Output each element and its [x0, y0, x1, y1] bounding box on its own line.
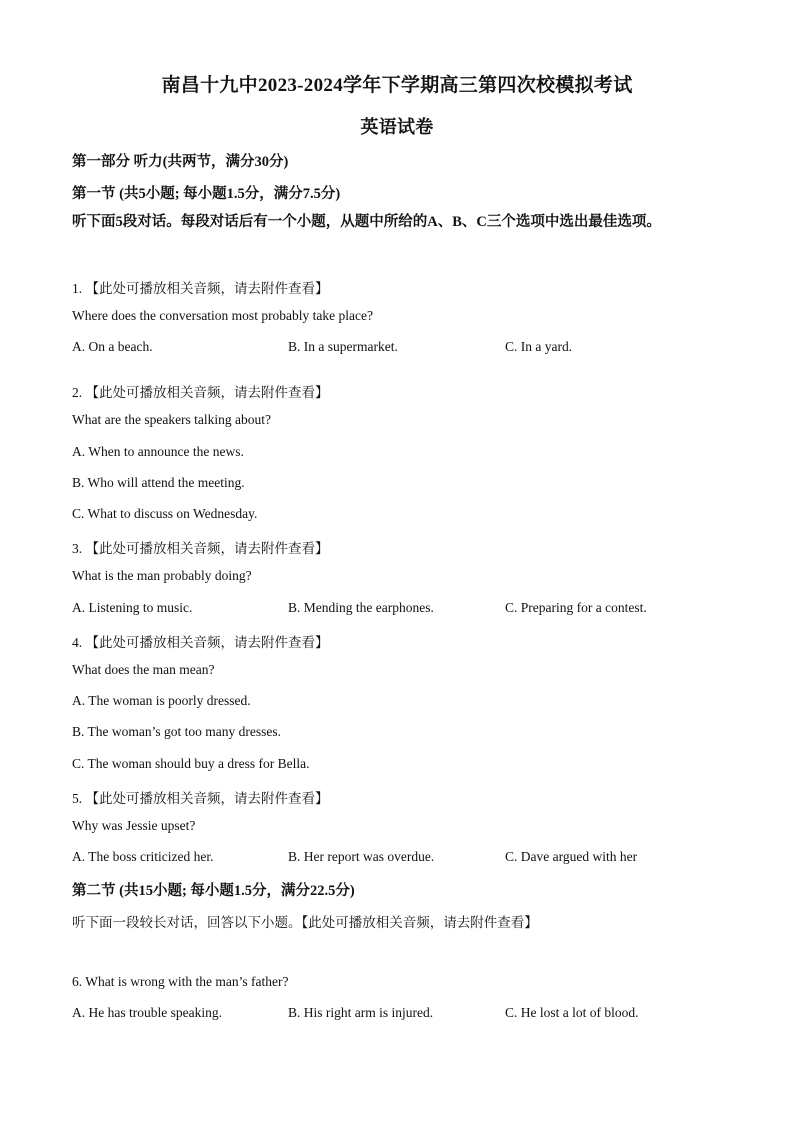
- q4-audio-link[interactable]: 【此处可播放相关音频，请去附件查看】: [85, 635, 329, 650]
- section1-instruction: 听下面5段对话。每段对话后有一个小题，从题中所给的A、B、C三个选项中选出最佳选项。: [72, 214, 661, 230]
- q4-header: [72, 631, 329, 651]
- q4-question: What does the man mean?: [72, 662, 215, 677]
- q2-option-c: C. What to discuss on Wednesday.: [72, 506, 258, 521]
- q1-option-b: B. In a supermarket.: [288, 339, 398, 354]
- q5-audio-link[interactable]: 【此处可播放相关音频，请去附件查看】: [85, 791, 329, 806]
- q2-number: 2.: [72, 385, 83, 400]
- q2-option-a: A. When to announce the news.: [72, 444, 244, 459]
- q2-audio-link[interactable]: 【此处可播放相关音频，请去附件查看】: [85, 385, 329, 400]
- q6-question: 6. What is wrong with the man’s father?: [72, 974, 289, 989]
- q6-option-b: B. His right arm is injured.: [288, 1005, 434, 1020]
- q4-option-b: B. The woman’s got too many dresses.: [72, 724, 281, 739]
- q1-option-c: C. In a yard.: [505, 339, 573, 354]
- exam-subtitle: 英语试卷: [360, 117, 434, 137]
- q3-option-c: C. Preparing for a contest.: [505, 600, 647, 615]
- q1-question: Where does the conversation most probably take place?: [72, 308, 374, 323]
- section1-heading: 第一节 (共5小题; 每小题1.5分，满分7.5分): [72, 186, 341, 202]
- q1-option-a: A. On a beach.: [72, 339, 153, 354]
- q4-option-c: C. The woman should buy a dress for Bella.: [72, 756, 310, 771]
- q1-number: 1.: [72, 281, 83, 296]
- q3-option-a: A. Listening to music.: [72, 600, 193, 615]
- q1-header: [72, 277, 329, 297]
- q3-header: [72, 537, 329, 557]
- q3-question: What is the man probably doing?: [72, 568, 252, 583]
- q6-option-c: C. He lost a lot of blood.: [505, 1005, 639, 1020]
- q5-header: [72, 787, 329, 807]
- q5-option-c: C. Dave argued with her: [505, 849, 638, 864]
- q2-question: What are the speakers talking about?: [72, 412, 272, 427]
- q3-option-b: B. Mending the earphones.: [288, 600, 434, 615]
- section2-instruction: 听下面一段较长对话，回答以下小题。【此处可播放相关音频，请去附件查看】: [72, 915, 538, 930]
- q2-header: [72, 381, 329, 401]
- q5-number: 5.: [72, 791, 83, 806]
- q6-option-a: A. He has trouble speaking.: [72, 1005, 222, 1020]
- q2-option-b: B. Who will attend the meeting.: [72, 475, 245, 490]
- q5-option-b: B. Her report was overdue.: [288, 849, 435, 864]
- exam-title: 南昌十九中2023-2024学年下学期高三第四次校模拟考试: [161, 75, 633, 96]
- q3-audio-link[interactable]: 【此处可播放相关音频，请去附件查看】: [85, 541, 329, 556]
- part1-heading: 第一部分 听力(共两节，满分30分): [72, 154, 289, 170]
- q1-audio-link[interactable]: 【此处可播放相关音频，请去附件查看】: [85, 281, 329, 296]
- section2-heading: 第二节 (共15小题; 每小题1.5分，满分22.5分): [72, 883, 355, 899]
- q4-option-a: A. The woman is poorly dressed.: [72, 693, 251, 708]
- q5-option-a: A. The boss criticized her.: [72, 849, 214, 864]
- q4-number: 4.: [72, 635, 83, 650]
- q3-number: 3.: [72, 541, 83, 556]
- q5-question: Why was Jessie upset?: [72, 818, 196, 833]
